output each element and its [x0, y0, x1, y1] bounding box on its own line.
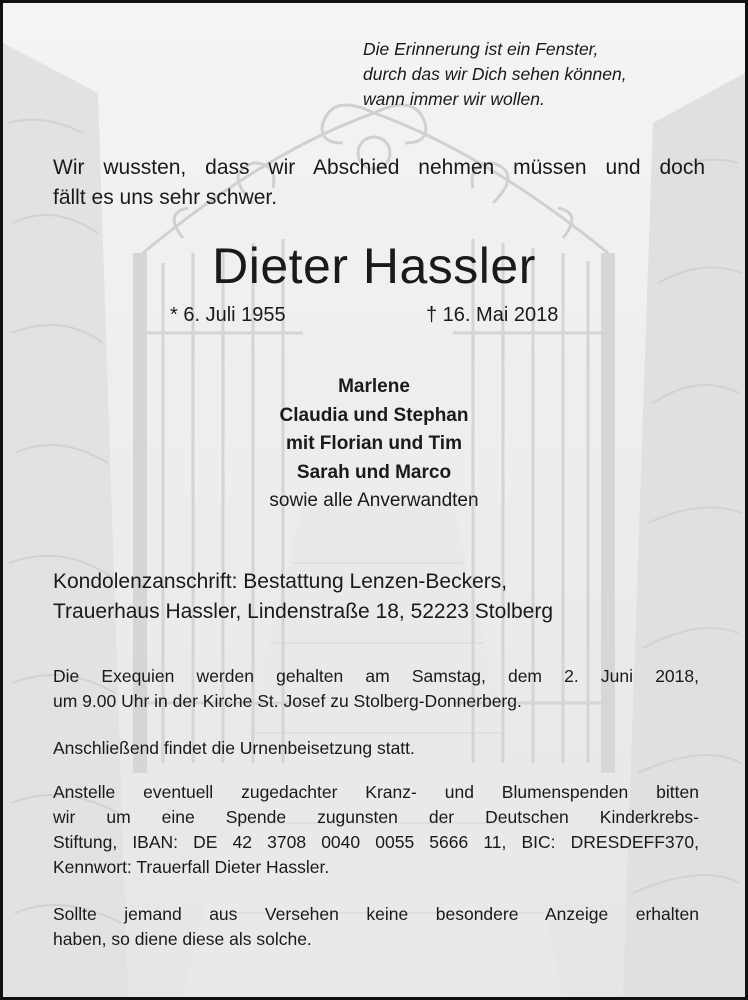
paragraph-line: um 9.00 Uhr in der Kirche St. Josef zu Stolberg-Donnerberg. [53, 691, 522, 711]
urn-paragraph [53, 736, 699, 761]
deceased-name: Dieter Hassler [212, 238, 536, 294]
intro-text [53, 153, 705, 213]
mourners-list [3, 373, 745, 516]
quote-line: wann immer wir wollen. [363, 89, 545, 109]
paragraph-line: haben, so diene diese als solche. [53, 929, 312, 949]
paragraph-line: Anschließend findet die Urnenbeisetzung statt. [53, 738, 415, 758]
paragraph-line: Anstelle eventuell zugedachter Kranz- und Blumenspenden bitten [53, 782, 699, 802]
condolence-line: Trauerhaus Hassler, Lindenstraße 18, 52223 Stolberg [53, 600, 554, 623]
intro-line: Wir wussten, dass wir Abschied nehmen müssen und doch [53, 156, 705, 179]
notice-content [3, 3, 745, 997]
paragraph-line: Stiftung, IBAN: DE 42 3708 0040 0055 5666 11, BIC: DRESDEFF370, [53, 832, 699, 852]
paragraph-line: Sollte jemand aus Versehen keine besondere Anzeige erhalten [53, 904, 699, 924]
condolence-line: Kondolenzanschrift: Bestattung Lenzen-Beckers, [53, 570, 508, 593]
paragraph-line: wir um eine Spende zugunsten der Deutschen Kinderkrebs- [53, 807, 699, 827]
donation-paragraph [53, 780, 699, 880]
quote-line: Die Erinnerung ist ein Fenster, [363, 39, 599, 59]
relatives-line: sowie alle Anverwandten [269, 490, 479, 511]
exequien-paragraph [53, 664, 699, 714]
paragraph-line: Die Exequien werden gehalten am Samstag, dem 2. Juni 2018, [53, 666, 699, 686]
death-date: † 16. Mai 2018 [426, 304, 559, 326]
mourner-name: mit Florian und Tim [286, 433, 462, 454]
memorial-quote [363, 37, 703, 112]
paragraph-line: Kennwort: Trauerfall Dieter Hassler. [53, 857, 330, 877]
birth-date: * 6. Juli 1955 [170, 304, 286, 326]
mourner-name: Marlene [338, 376, 410, 397]
intro-line: fällt es uns sehr schwer. [53, 186, 278, 209]
condolence-address [53, 567, 705, 627]
mourner-name: Sarah und Marco [296, 461, 452, 483]
quote-line: durch das wir Dich sehen können, [363, 64, 627, 84]
mourner-name: Claudia und Stephan [279, 404, 469, 426]
notice-paragraph [53, 902, 699, 952]
